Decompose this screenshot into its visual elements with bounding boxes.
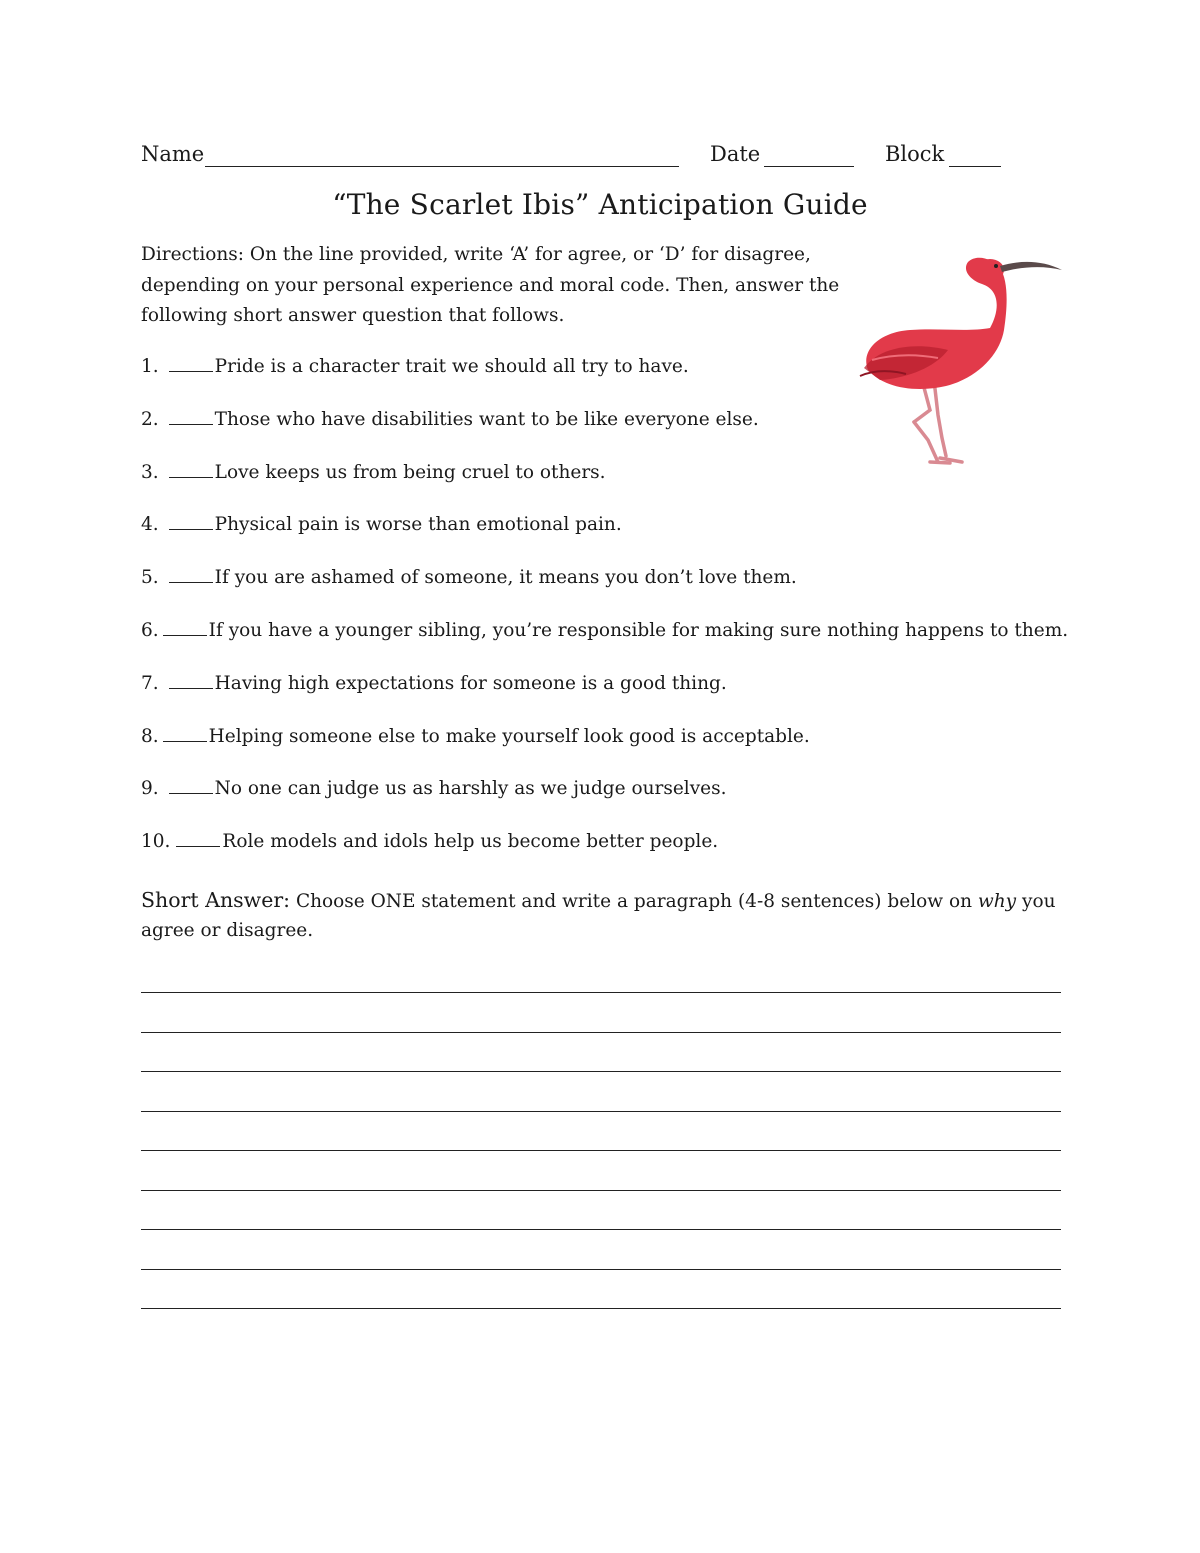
name-label: Name <box>141 142 205 166</box>
answer-blank[interactable] <box>169 777 213 794</box>
page-title: “The Scarlet Ibis” Anticipation Guide <box>332 188 868 221</box>
statement-number: 4. <box>141 514 159 536</box>
statement-item <box>141 461 1081 514</box>
answer-writing-line[interactable] <box>141 1111 1061 1112</box>
statement-item <box>141 408 1081 461</box>
answer-writing-line[interactable] <box>141 1190 1061 1191</box>
statement-text: Physical pain is worse than emotional pain. <box>214 514 622 536</box>
statement-item <box>141 513 1081 566</box>
statement-number: 9. <box>141 778 159 800</box>
short-answer-instructions-end: you agree or disagree. <box>141 891 1056 941</box>
short-answer-prompt <box>141 886 1061 945</box>
date-field[interactable] <box>764 166 854 167</box>
student-info-header <box>141 142 1061 172</box>
answer-writing-line[interactable] <box>141 1308 1061 1309</box>
statement-text: No one can judge us as harshly as we judge ourselves. <box>214 778 727 800</box>
statement-number: 2. <box>141 408 159 430</box>
answer-blank[interactable] <box>163 619 207 636</box>
answer-writing-line[interactable] <box>141 1071 1061 1072</box>
directions-text: Directions: On the line provided, write ‘A’ for agree, or ‘D’ for disagree, depending on your personal experience and moral code. Then, answer the following short answer question that follows. <box>141 244 840 326</box>
statement-number: 7. <box>141 672 159 694</box>
answer-writing-line[interactable] <box>141 1150 1061 1151</box>
answer-writing-line[interactable] <box>141 1032 1061 1033</box>
statement-item <box>141 566 1081 619</box>
short-answer-heading: Short Answer: <box>141 888 291 912</box>
statement-number: 1. <box>141 356 159 377</box>
statement-text: Helping someone else to make yourself look good is acceptable. <box>208 725 810 747</box>
answer-blank[interactable] <box>163 725 207 742</box>
statement-text: Having high expectations for someone is a good thing. <box>214 672 727 694</box>
statement-text: Pride is a character trait we should all try to have. <box>214 356 689 377</box>
block-field[interactable] <box>949 166 1001 167</box>
date-label: Date <box>710 142 761 166</box>
statement-item <box>141 725 1081 778</box>
statement-item <box>141 672 1081 725</box>
statement-text: If you are ashamed of someone, it means you don’t love them. <box>214 567 797 589</box>
statement-number: 10. <box>141 831 171 853</box>
statement-number: 6. <box>141 619 159 641</box>
answer-blank[interactable] <box>176 830 220 847</box>
answer-blank[interactable] <box>169 672 213 689</box>
statement-list <box>141 355 1081 883</box>
statement-text: Love keeps us from being cruel to others. <box>214 461 606 483</box>
statement-text: Role models and idols help us become better people. <box>222 831 719 853</box>
answer-writing-line[interactable] <box>141 992 1061 993</box>
statement-number: 8. <box>141 725 159 747</box>
statement-text: Those who have disabilities want to be like everyone else. <box>214 408 759 430</box>
answer-blank[interactable] <box>169 408 213 425</box>
statement-item <box>141 830 1081 883</box>
statement-item <box>141 355 1081 408</box>
statement-item <box>141 619 1081 672</box>
answer-writing-line[interactable] <box>141 1269 1061 1270</box>
answer-lines <box>141 992 1061 1348</box>
answer-blank[interactable] <box>169 513 213 530</box>
name-field[interactable] <box>205 166 679 167</box>
answer-blank[interactable] <box>169 355 213 372</box>
statement-number: 5. <box>141 567 159 589</box>
statement-number: 3. <box>141 461 159 483</box>
answer-blank[interactable] <box>169 566 213 583</box>
statement-text: If you have a younger sibling, you’re responsible for making sure nothing happens to them. <box>208 619 1069 641</box>
short-answer-instructions: Choose ONE statement and write a paragraph (4-8 sentences) below on <box>295 891 973 912</box>
answer-writing-line[interactable] <box>141 1229 1061 1230</box>
answer-blank[interactable] <box>169 461 213 478</box>
short-answer-emphasis: why <box>977 891 1017 912</box>
block-label: Block <box>885 142 945 166</box>
statement-item <box>141 777 1081 830</box>
